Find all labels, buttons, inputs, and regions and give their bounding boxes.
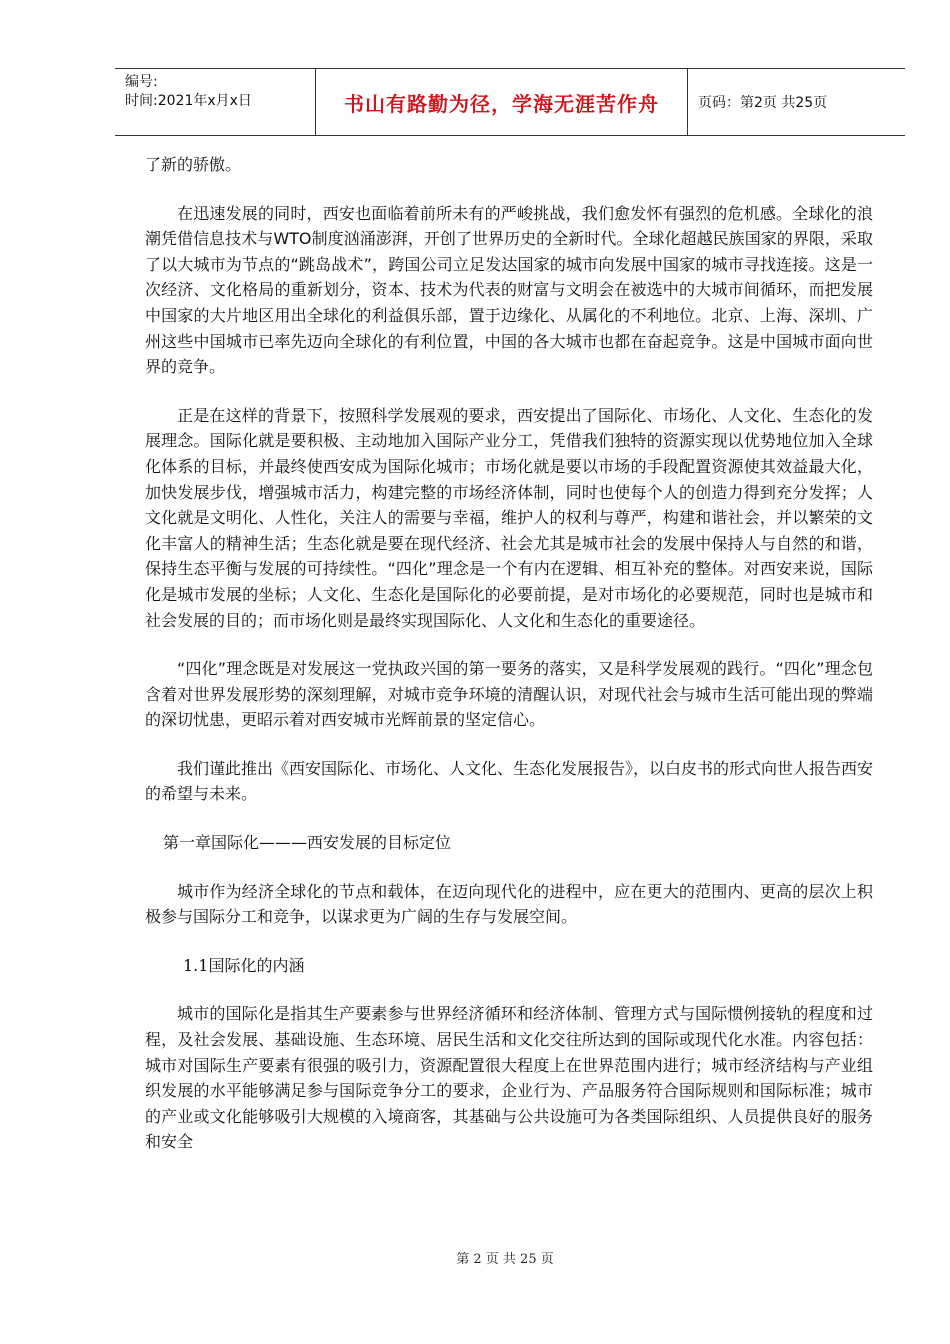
time-label: 时间:2021年x月x日 [125, 93, 252, 109]
paragraph-4: “四化”理念既是对发展这一党执政兴国的第一要务的落实，又是科学发展观的践行。“四化”理念包含着对世界发展形势的深刻理解，对城市竞争环境的清醒认识，对现代社会与城市生活可能出现的弊端的深切忧患，更昭示着对西安城市光辉前景的坚定信心。 [145, 659, 873, 730]
page-info: 页码：第2页 共25页 [698, 95, 828, 111]
header-page-info-cell [688, 69, 905, 135]
header-meta [115, 69, 315, 135]
number-label: 编号: [125, 74, 158, 90]
paragraph-2: 在迅速发展的同时，西安也面临着前所未有的严峻挑战，我们愈发怀有强烈的危机感。全球化的浪潮凭借信息技术与WTO制度汹涌澎湃，开创了世界历史的全新时代。全球化超越民族国家的界限，采取了以大城市为节点的“跳岛战术”，跨国公司立足发达国家的城市向发展中国家的城市寻找连接。这是一次经济、文化格局的重新划分，资本、技术为代表的财富与文明会在被选中的大城市间循环，而把发展中国家的大片地区用出全球化的利益俱乐部，置于边缘化、从属化的不利地位。北京、上海、深圳、广州这些中国城市已率先迈向全球化的有利位置，中国的各大城市也都在奋起竞争。这是中国城市面向世界的竞争。 [145, 203, 873, 377]
document-body [145, 152, 873, 1178]
paragraph-7: 城市的国际化是指其生产要素参与世界经济循环和经济体制、管理方式与国际惯例接轨的程度和过程，及社会发展、基础设施、生态环境、居民生活和文化交往所达到的国际或现代化水准。内容包括：城市对国际生产要素有很强的吸引力，资源配置很大程度上在世界范围内进行；城市经济结构与产业组织发展的水平能够满足参与国际竞争分工的要求，企业行为、产品服务符合国际规则和国际标准；城市的产业或文化能够吸引大规模的入境商客，其基础与公共设施可为各类国际组织、人员提供良好的服务和安全 [145, 1004, 873, 1152]
paragraph-6: 城市作为经济全球化的节点和载体，在迈向现代化的进程中，应在更大的范围内、更高的层次上积极参与国际分工和竞争，以谋求更为广阔的生存与发展空间。 [145, 881, 873, 927]
motto-text: 书山有路勤为径，学海无涯苦作舟 [344, 91, 659, 116]
header-table [115, 68, 905, 136]
paragraph-3: 正是在这样的背景下，按照科学发展观的要求，西安提出了国际化、市场化、人文化、生态化的发展理念。国际化就是要积极、主动地加入国际产业分工，凭借我们独特的资源实现以优势地位加入全球化体系的目标，并最终使西安成为国际化城市；市场化就是要以市场的手段配置资源使其效益最大化，加快发展步伐，增强城市活力，构建完整的市场经济体制，同时也使每个人的创造力得到充分发挥；人文化就是文明化、人性化，关注人的需要与幸福，维护人的权利与尊严，构建和谐社会，并以繁荣的文化丰富人的精神生活；生态化就是要在现代经济、社会尤其是城市社会的发展中保持人与自然的和谐，保持生态平衡与发展的可持续性。“四化”理念是一个有内在逻辑、相互补充的整体。对西安来说，国际化是城市发展的坐标；人文化、生态化是国际化的必要前提，是对市场化的必要规范，同时也是城市和社会发展的目的；而市场化则是最终实现国际化、人文化和生态化的重要途径。 [145, 405, 873, 630]
chapter-heading: 第一章国际化———西安发展的目标定位 [163, 833, 452, 853]
paragraph-1: 了新的骄傲。 [145, 155, 242, 174]
section-heading: 1.1国际化的内涵 [183, 955, 305, 975]
paragraph-5: 我们谨此推出《西安国际化、市场化、人文化、生态化发展报告》，以白皮书的形式向世人报告西安的希望与未来。 [145, 758, 874, 804]
header-motto-cell [315, 69, 688, 135]
page-footer: 第 2 页 共 25 页 [456, 1252, 554, 1267]
